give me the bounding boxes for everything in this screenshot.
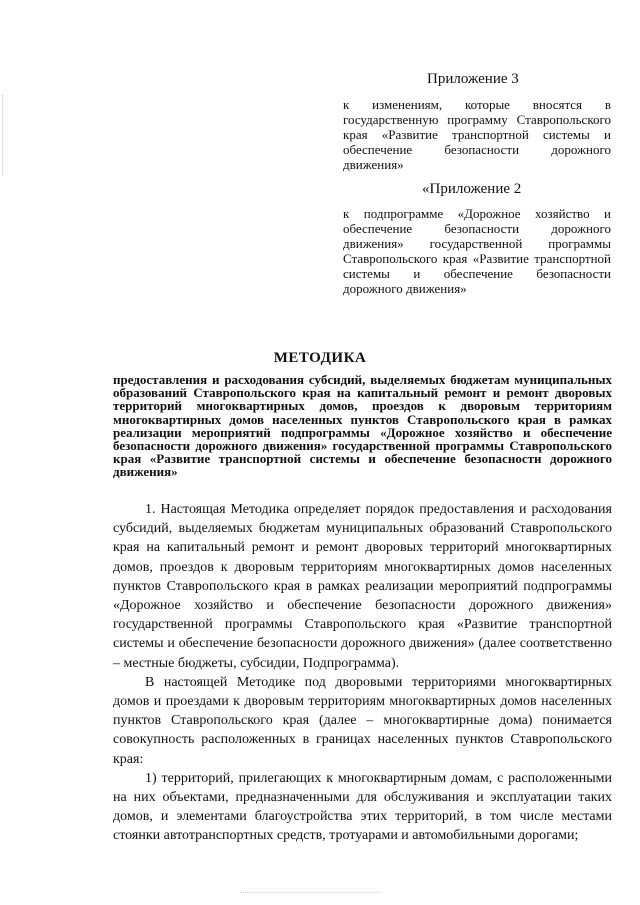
document-title: МЕТОДИКА [273,350,367,366]
scan-margin-marks [2,95,5,175]
document-subtitle: предоставления и расходования субсидий, выделяемых бюджетам муниципальных образований Ставропольского края на капитальный ремонт и ремонт дворовых территорий многоквартирных домов, проездов к дворовым территориям многоквартирных домов населенных пунктов Ставропольского края в рамках реализации мероприятий подпрограммы «Дорожное хозяйство и обеспечение безопасности дорожного движения» государственной программы Ставропольского края «Развитие транспортной системы и обеспечение безопасности дорожного движения» [113,372,612,480]
main-text [113,500,612,846]
paragraph-2: В настоящей Методике под дворовыми территориями многоквартирных домов и проездами к дворовым территориям многоквартирных домов населенных пунктов Ставропольского края (далее – многоквартирные дома) понимается совокупность расположенных в границах населенных пунктов Ставропольского края: [113,674,612,767]
appendix2-body: к подпрограмме «Дорожное хозяйство и обеспечение безопасности дорожного движения» государственной программы Ставропольского края «Развитие транспортной системы и обеспечение безопасности дорожного движения» [343,206,611,296]
paragraph-3: 1) территорий, прилегающих к многоквартирным домам, с расположенными на них объектами, предназначенными для обслуживания и эксплуатации таких домов, и элементами благоустройства этих территорий, в том числе местами стоянки автотранспортных средств, тротуарами и автомобильными дорогами; [113,770,612,844]
scan-bottom-marks [240,892,380,901]
paragraph-1: 1. Настоящая Методика определяет порядок предоставления и расходования субсидий, выделяемых бюджетам муниципальных образований Ставропольского края на капитальный ремонт и ремонт дворовых территорий многоквартирных домов, проездов к дворовым территориям многоквартирных домов населенных пунктов Ставропольского края в рамках реализации мероприятий подпрограммы «Дорожное хозяйство и обеспечение безопасности дорожного движения» государственной программы Ставропольского края «Развитие транспортной системы и обеспечение безопасности дорожного движения» (далее соответственно – местные бюджеты, субсидии, Подпрограмма). [113,502,612,671]
appendix2-title: «Приложение 2 [422,181,522,197]
appendix-title: Приложение 3 [427,71,519,87]
appendix-body: к изменениям, которые вносятся в государственную программу Ставропольского края «Развитие транспортной системы и обеспечение безопасности дорожного движения» [343,97,611,172]
